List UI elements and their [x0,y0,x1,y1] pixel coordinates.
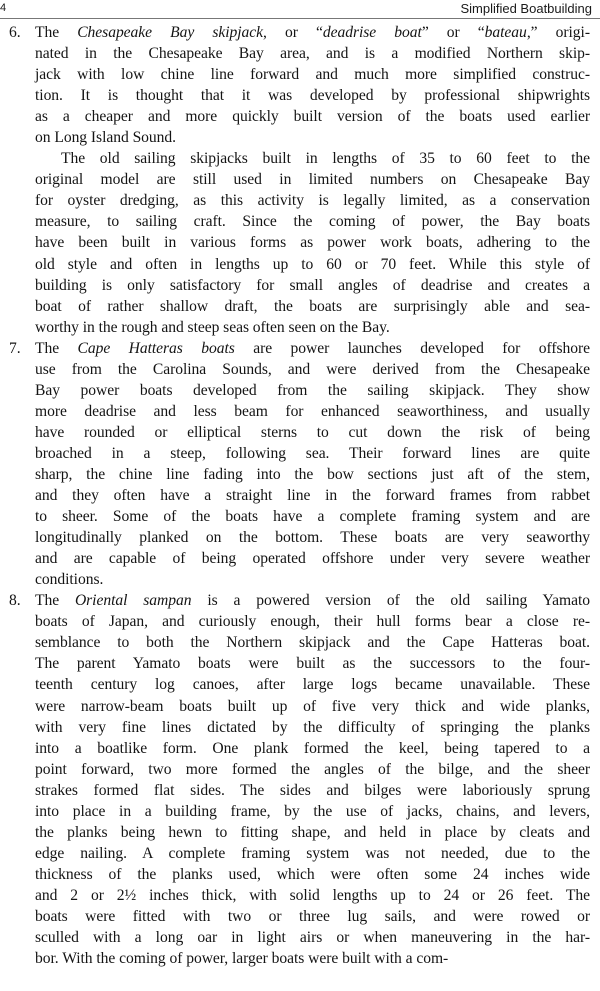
text-segment: are power launches developed for offshore [234,339,590,357]
text-line: boat of rather shallow draft, the boats are surprisingly able and sea- [35,297,590,315]
italic-term: Oriental sampan [74,592,192,610]
text-segment: is a powered version of the old sailing Yamato [191,592,590,610]
text-line: sharp, the chine line fading into the bow sections just aft of the stem, [35,465,590,483]
list-item-7 [0,338,600,591]
page-number: 4 [0,2,7,14]
text-line: old style and often in lengths up to 60 or 70 feet. While this style of [35,255,590,273]
text-line: semblance to both the Northern skipjack and the Cape Hatteras boat. [35,634,590,652]
text-line: measure, to sailing craft. Since the coming of power, the Bay boats [35,213,590,231]
text-segment: The [35,24,78,41]
text-line: teenth century log canoes, after large logs became unavailable. These [35,676,590,694]
text-line: thickness of the planks used, which were often some 24 inches wide [35,865,590,883]
list-item-continuation [0,148,600,337]
text-line: were narrow-beam boats built up of five very thick and wide planks, [35,697,590,715]
text-segment: The [35,592,75,610]
text-line: broached in a steep, following sea. Their forward lines are quite [35,444,590,462]
text-segment: ,” origi- [526,24,590,41]
text-line: nated in the Chesapeake Bay area, and is a modified Northern skip- [35,45,590,63]
italic-term: deadrise boat [322,24,422,41]
item-number: 6. [9,24,21,41]
text-line: longitudinally planked on the bottom. These boats are very seaworthy [35,529,590,547]
text-line: conditions. [35,571,104,589]
text-line [35,22,590,43]
text-line: boats were fitted with two or three lug sails, and were rowed or [35,907,590,925]
item-number: 7. [9,339,21,357]
text-line: strakes formed flat sides. The sides and bilges were laboriously sprung [35,781,590,799]
text-line: on Long Island Sound. [35,129,177,147]
text-line: have rounded or elliptical sterns to cut down the risk of being [35,423,590,441]
text-line: more deadrise and less beam for enhanced seaworthiness, and usually [35,402,590,420]
text-line: to sheer. Some of the boats have a complete framing system and are [35,508,590,526]
text-line: jack with low chine line forward and much more simplified construc- [35,66,590,84]
text-line: and are capable of being operated offshore under very severe weather [35,550,590,568]
item-number: 8. [9,592,21,610]
text-segment: ” or “ [421,24,485,41]
body-text [0,22,600,969]
list-item-6 [0,22,600,148]
list-item-8 [0,590,600,969]
text-segment: The [35,339,78,357]
running-head-title: Simplified Boatbuilding [460,1,592,16]
text-line: point forward, two more formed the angles of the bilge, and the sheer [35,760,590,778]
text-line: worthy in the rough and steep seas often seen on the Bay. [35,318,390,336]
header-rule [0,18,600,19]
text-line: into a boatlike form. One plank formed the keel, being tapered to a [35,739,590,757]
text-line: bor. With the coming of power, larger boats were built with a com- [35,950,449,968]
text-line: The parent Yamato boats were built as the successors to the four- [35,655,590,673]
text-segment: , or “ [263,24,323,41]
text-line: for oyster dredging, as this activity is legally limited, as a conservation [35,192,590,210]
text-line: The old sailing skipjacks built in lengths of 35 to 60 feet to the [61,150,590,168]
text-line: use from the Carolina Sounds, and were derived from the Chesapeake [35,360,590,378]
text-line [35,338,590,359]
text-line: the planks being hewn to fitting shape, and held in place by cleats and [35,823,590,841]
text-line: with very fine lines dictated by the difficulty of springing the planks [35,718,590,736]
text-line: as a cheaper and more quickly built version of the boats used earlier [35,108,590,126]
text-line: and 2 or 2½ inches thick, with solid lengths up to 24 or 26 feet. The [35,886,590,904]
italic-term: Chesapeake Bay skipjack [77,24,264,41]
text-line: sculled with a long oar in light airs or when maneuvering in the har- [35,929,590,947]
text-line: have been built in various forms as power work boats, adhering to the [35,234,590,252]
text-line: edge nailing. A complete framing system was not needed, due to the [35,844,590,862]
text-line: boats of Japan, and curiously enough, their hull forms bear a close re- [35,613,590,631]
text-line: building is only satisfactory for small angles of deadrise and creates a [35,276,590,294]
text-line: Bay power boats developed from the sailing skipjack. They show [35,381,590,399]
text-line [35,590,590,611]
italic-term: bateau [484,24,527,41]
italic-term: Cape Hatteras boats [77,339,235,357]
text-line: original model are still used in limited numbers on Chesapeake Bay [35,171,590,189]
text-line: into place in a building frame, by the use of jacks, chains, and levers, [35,802,590,820]
text-line: tion. It is thought that it was developed by professional shipwrights [35,87,590,105]
text-line: and they often have a straight line in the forward frames from rabbet [35,487,590,505]
